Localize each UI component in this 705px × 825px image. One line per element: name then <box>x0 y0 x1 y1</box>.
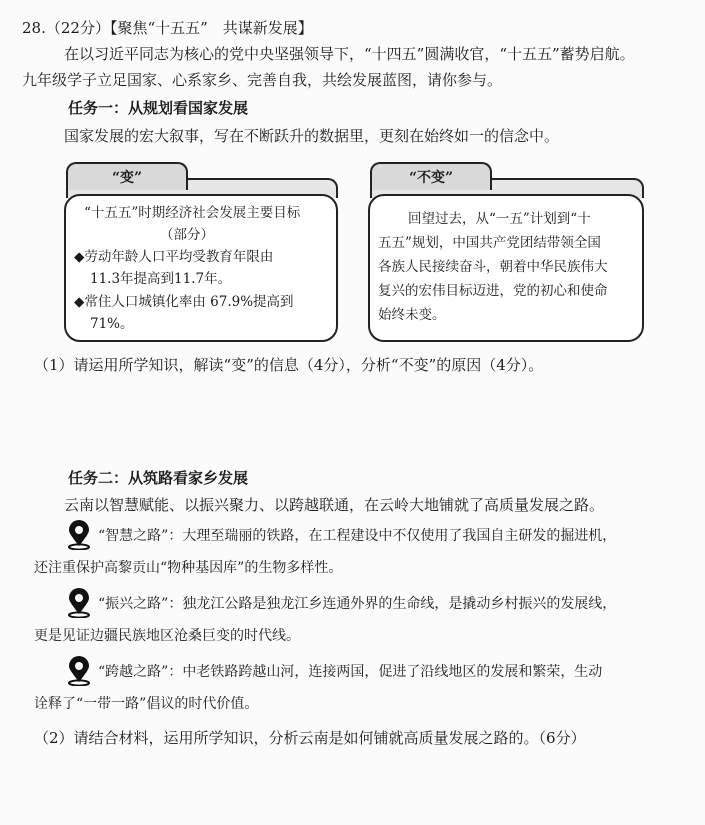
task2-intro: 云南以智慧赋能、以振兴聚力、以跨越联通，在云岭大地铺就了高质量发展之路。 <box>64 496 605 514</box>
road3-line2: 诠释了“一带一路”倡议的时代价值。 <box>34 696 259 712</box>
box-left-item1-line1: ◆劳动年龄人口平均受教育年限由 <box>74 249 274 265</box>
location-pin-icon <box>66 588 92 618</box>
box-right-line2: 五五”规划，中国共产党团结带领全国 <box>378 235 601 251</box>
road3-line1: “跨越之路”：中老铁路跨越山河，连接两国，促进了沿线地区的发展和繁荣，生动 <box>98 664 603 680</box>
road1-line2: 还注重保护高黎贡山“物种基因库”的生物多样性。 <box>34 560 343 576</box>
task1-intro: 国家发展的宏大叙事，写在不断跃升的数据里，更刻在始终如一的信念中。 <box>64 127 560 145</box>
box-right <box>368 194 644 342</box>
box-right-line3: 各族人民接续奋斗，朝着中华民族伟大 <box>378 259 608 275</box>
task1-title: 任务一：从规划看国家发展 <box>68 99 249 117</box>
box-right-line1: 回望过去，从“一五”计划到“十 <box>408 211 591 227</box>
box-left-tab <box>66 162 188 190</box>
box-right-line4: 复兴的宏伟目标迈进，党的初心和使命 <box>378 283 608 299</box>
box-left-tab-label: “变” <box>111 170 143 186</box>
intro-line-2: 九年级学子立足国家、心系家乡、完善自我，共绘发展蓝图，请你参与。 <box>22 71 503 89</box>
intro-line-1: 在以习近平同志为核心的党中央坚强领导下，“十四五”圆满收官，“十五五”蓄势启航。 <box>64 45 635 63</box>
location-pin-icon <box>66 656 92 686</box>
box-right-line5: 始终未变。 <box>378 307 446 323</box>
road2-line2: 更是见证边疆民族地区沧桑巨变的时代线。 <box>34 628 300 644</box>
box-left-heading2: （部分） <box>160 227 214 243</box>
box-left <box>64 194 338 342</box>
box-left-item1-line2: 11.3年提高到11.7年。 <box>90 271 232 287</box>
box-left-item2-line1: ◆常住人口城镇化率由 67.9%提高到 <box>74 294 294 310</box>
road2-line1: “振兴之路”：独龙江公路是独龙江乡连通外界的生命线，是撬动乡村振兴的发展线， <box>98 596 617 612</box>
box-left-heading1: “十五五”时期经济社会发展主要目标 <box>84 205 301 221</box>
box-right-tab-label: “不变” <box>408 170 454 186</box>
box-right-tab <box>370 162 492 190</box>
question-2: （2）请结合材料，运用所学知识，分析云南是如何铺就高质量发展之路的。（6分） <box>34 729 586 747</box>
question-1: （1）请运用所学知识，解读“变”的信息（4分），分析“不变”的原因（4分）。 <box>34 356 544 374</box>
location-pin-icon <box>66 520 92 550</box>
question-title: 28.（22分）【聚焦“十五五” 共谋新发展】 <box>22 19 313 37</box>
task2-title: 任务二：从筑路看家乡发展 <box>68 469 249 487</box>
road1-line1: “智慧之路”：大理至瑞丽的铁路，在工程建设中不仅使用了我国自主研发的掘进机， <box>98 528 617 544</box>
box-left-item2-line2: 71%。 <box>90 316 134 332</box>
